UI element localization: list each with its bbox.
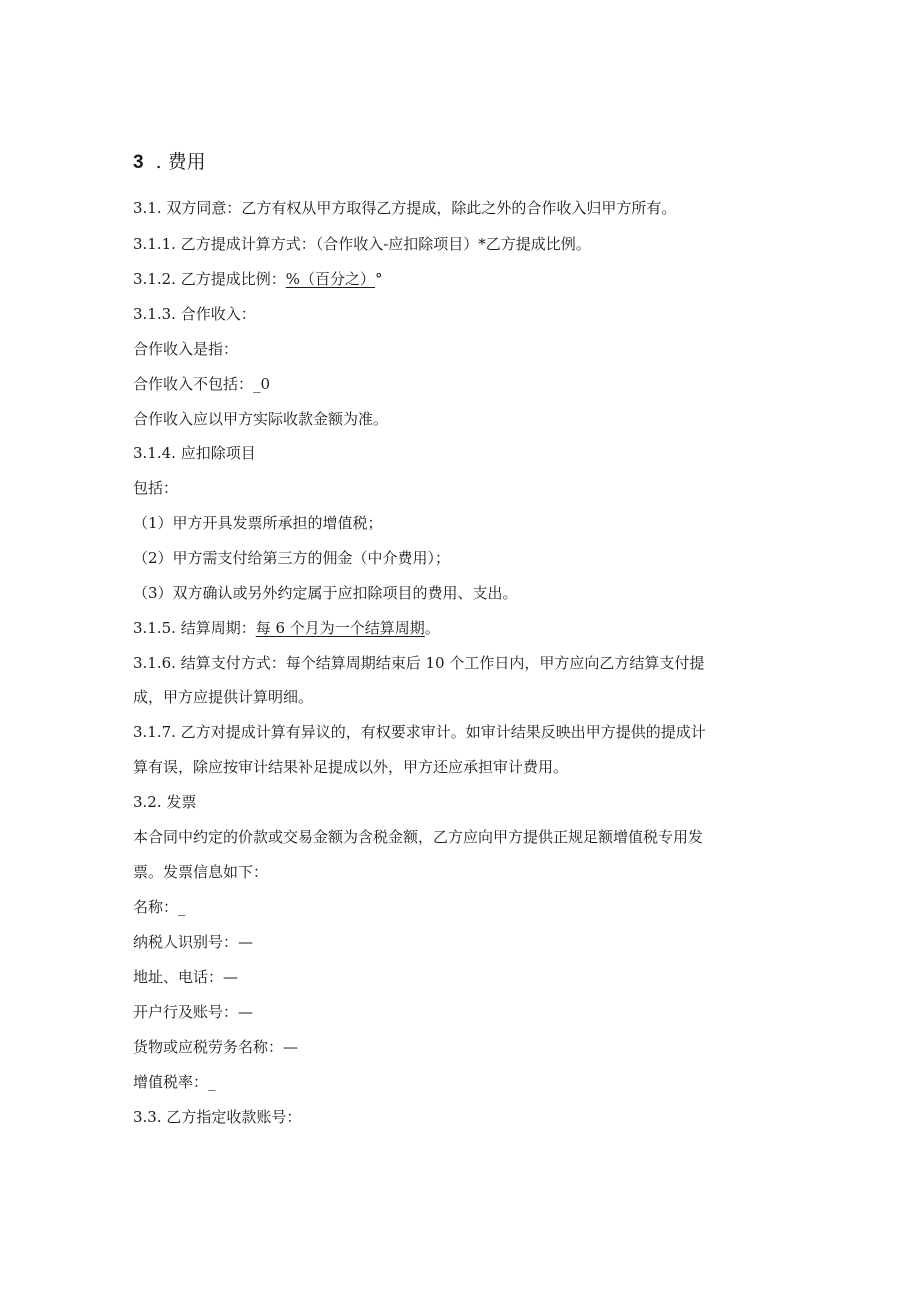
invoice-paragraph-line-1: 本合同中约定的价款或交易金额为含税金额，乙方应向甲方提供正规足额增值税专用发 — [133, 828, 704, 846]
invoice-name-field: 名称：_ — [133, 898, 186, 916]
invoice-address-phone-field: 地址、电话：— — [133, 968, 239, 986]
deduction-includes: 包括： — [133, 479, 179, 497]
revenue-exclusion: 合作收入不包括：_0 — [133, 375, 271, 393]
clause-3-1-5-label: 3.1.5. 结算周期： — [133, 619, 256, 637]
invoice-goods-service-field: 货物或应税劳务名称：— — [133, 1038, 299, 1056]
deduction-item-2: （2）甲方需支付给第三方的佣金（中介费用）； — [133, 549, 451, 567]
section-heading — [133, 150, 206, 175]
clause-3-1-6-line-1: 3.1.6. 结算支付方式：每个结算周期结束后 10 个工作日内，甲方应向乙方结算支付提 — [133, 654, 705, 672]
deduction-item-3: （3）双方确认或另外约定属于应扣除项目的费用、支出。 — [133, 584, 518, 602]
revenue-basis: 合作收入应以甲方实际收款金额为准。 — [133, 410, 389, 428]
section-number: 3 — [133, 152, 144, 173]
clause-3-1-2-label: 3.1.2. 乙方提成比例： — [133, 270, 286, 288]
clause-3-1-7-line-2: 算有误，除应按审计结果补足提成以外，甲方还应承担审计费用。 — [133, 758, 569, 776]
clause-3-1-2-suffix: ° — [374, 270, 383, 288]
invoice-tax-id-field: 纳税人识别号：— — [133, 933, 254, 951]
clause-3-1-6-line-2: 成，甲方应提供计算明细。 — [133, 688, 314, 706]
clause-3-1-1: 3.1.1. 乙方提成计算方式：（合作收入-应扣除项目）*乙方提成比例。 — [133, 235, 591, 253]
invoice-paragraph-line-2: 票。发票信息如下： — [133, 863, 269, 881]
commission-rate-field: %（百分之） — [285, 270, 375, 288]
clause-3-1-3: 3.1.3. 合作收入： — [133, 305, 256, 323]
clause-3-2: 3.2. 发票 — [133, 793, 197, 811]
clause-3-1-2 — [133, 268, 382, 290]
revenue-definition: 合作收入是指： — [133, 340, 239, 358]
deduction-item-1: （1）甲方开具发票所承担的增值税； — [133, 514, 383, 532]
clause-3-3: 3.3. 乙方指定收款账号： — [133, 1108, 302, 1126]
clause-3-1-5-suffix: 。 — [424, 619, 440, 637]
clause-3-1: 3.1. 双方同意：乙方有权从甲方取得乙方提成，除此之外的合作收入归甲方所有。 — [133, 199, 677, 217]
settlement-period-field: 每 6 个月为一个结算周期 — [255, 619, 425, 637]
clause-3-1-4: 3.1.4. 应扣除项目 — [133, 444, 256, 462]
clause-3-1-7-line-1: 3.1.7. 乙方对提成计算有异议的，有权要求审计。如审计结果反映出甲方提供的提成计 — [133, 723, 706, 741]
section-title: . 费用 — [155, 151, 206, 173]
invoice-bank-account-field: 开户行及账号：— — [133, 1003, 254, 1021]
clause-3-1-5 — [133, 617, 440, 639]
invoice-vat-rate-field: 增值税率：_ — [133, 1073, 216, 1091]
